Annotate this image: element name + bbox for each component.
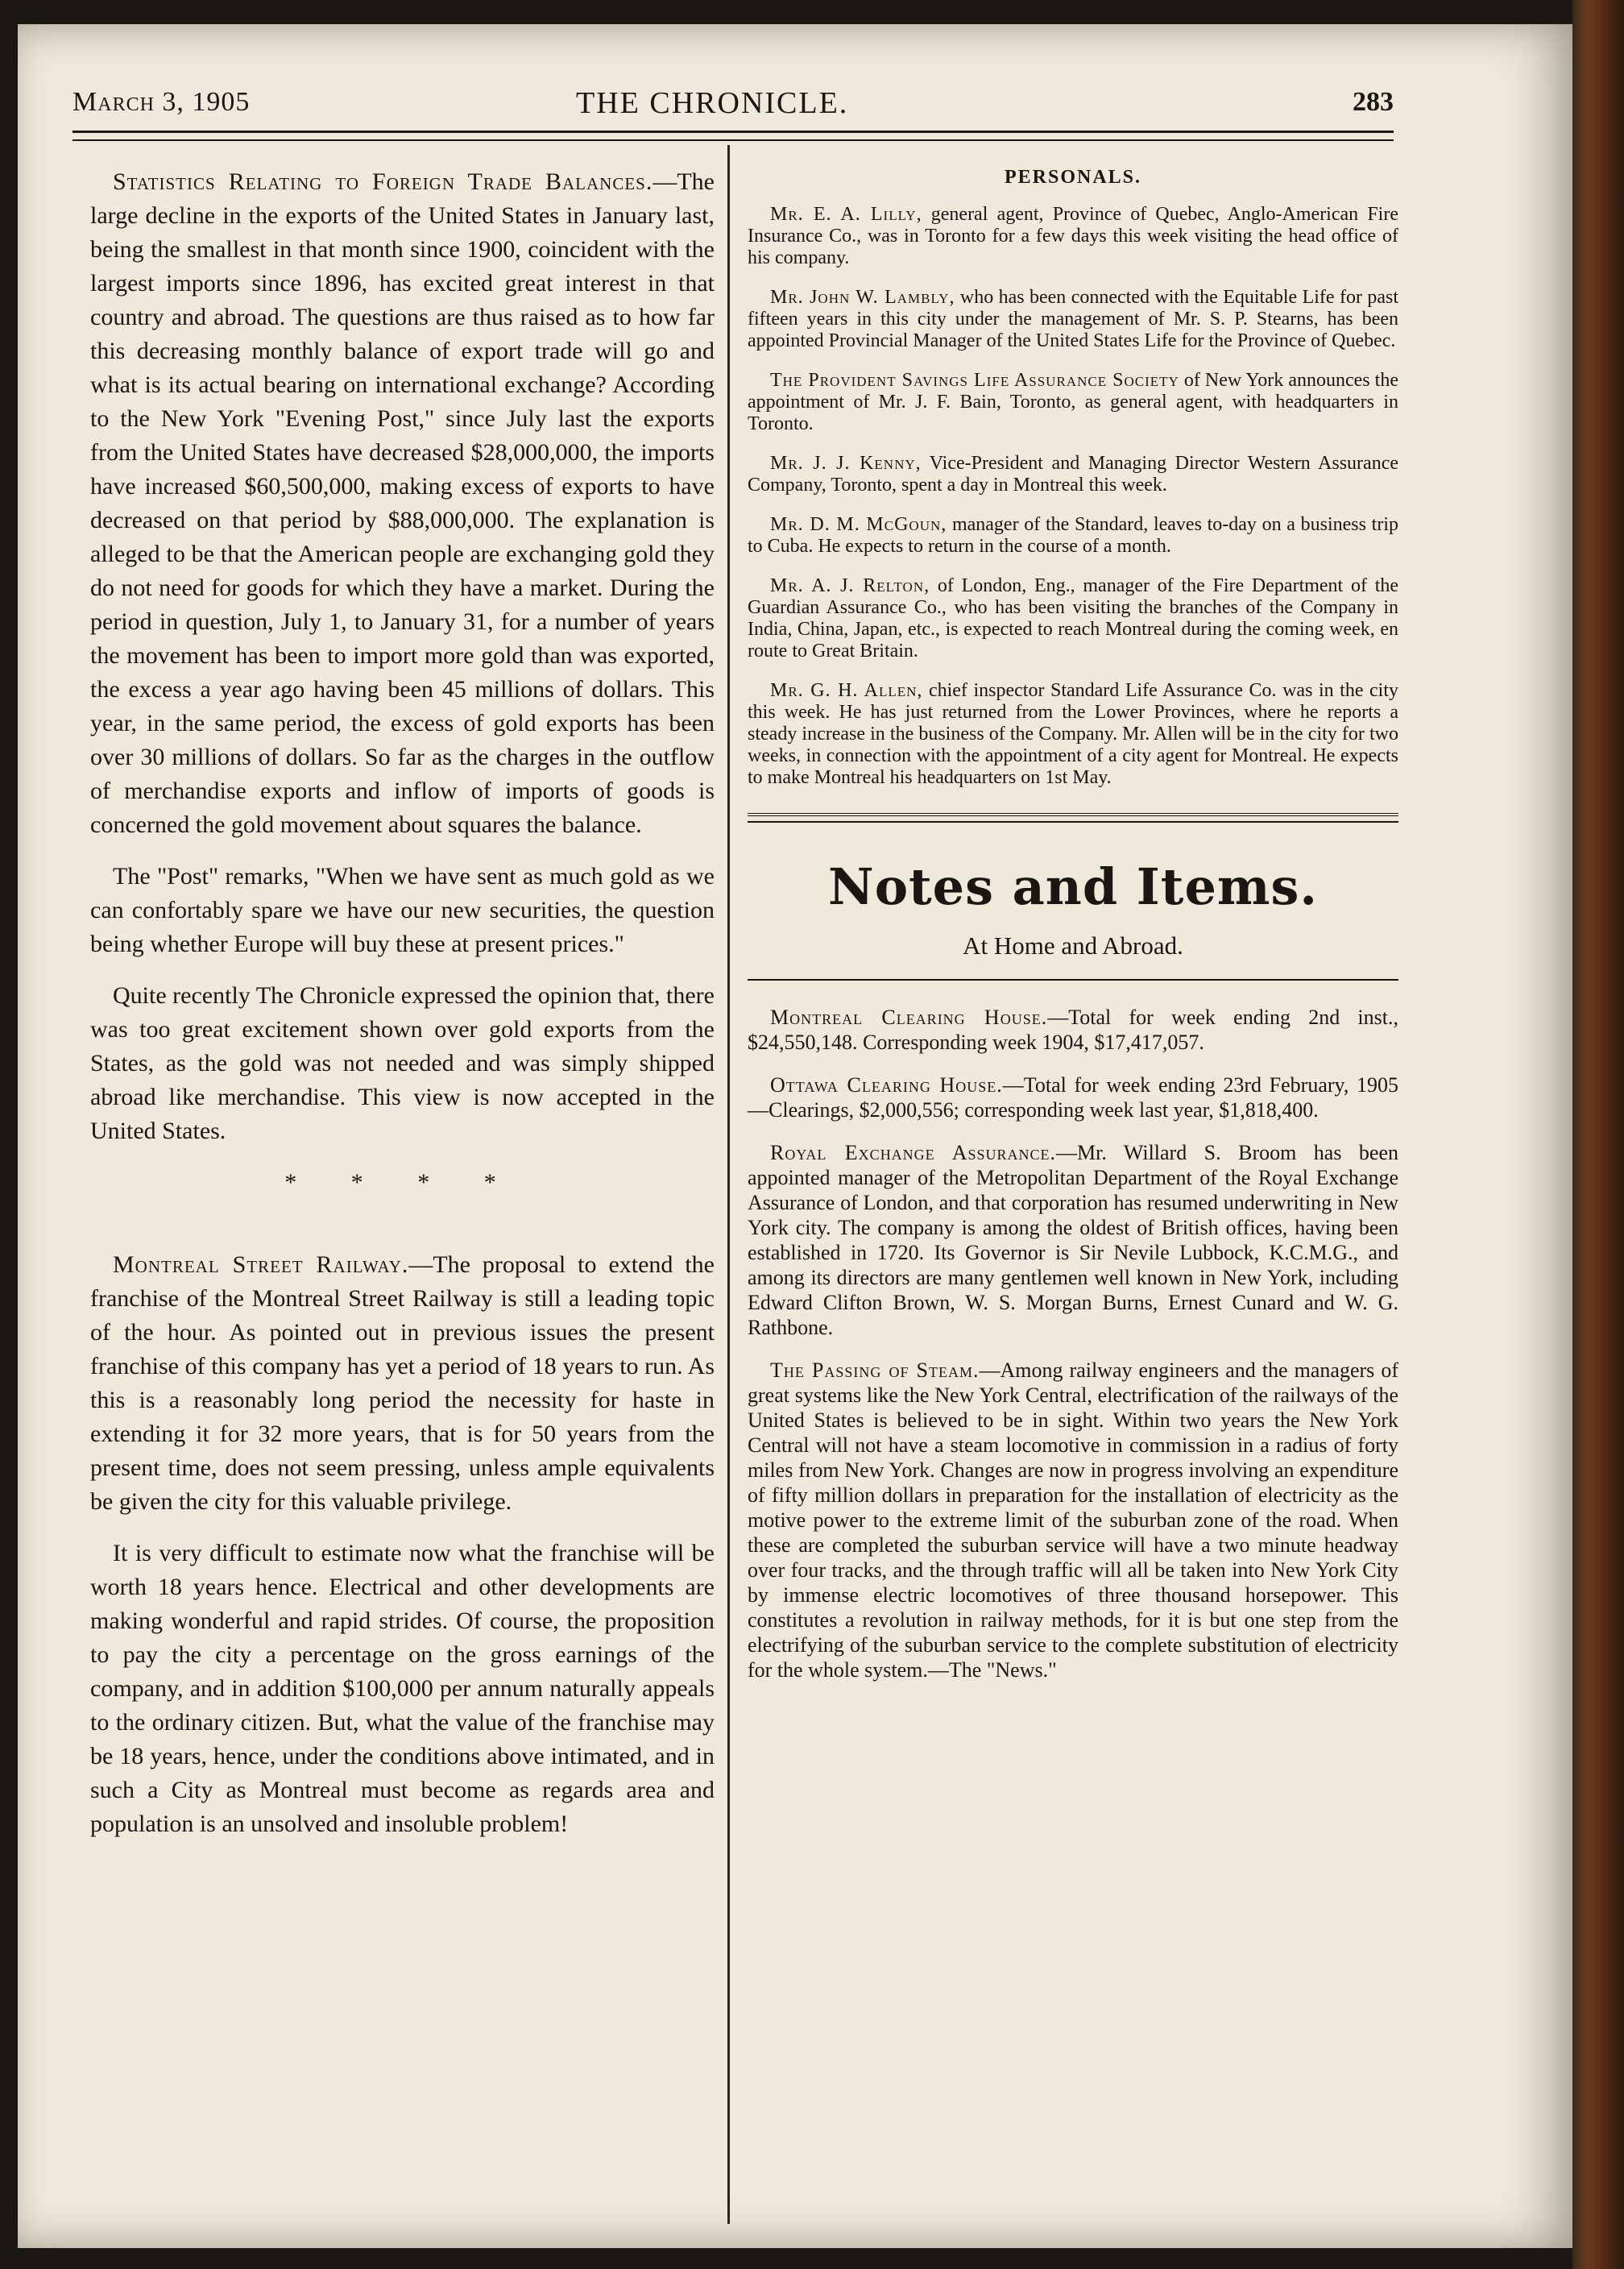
article-heading: Statistics Relating to Foreign Trade Balances. xyxy=(113,168,653,195)
section-rule xyxy=(748,813,1398,823)
article-body: —The proposal to extend the franchise of the Montreal Street Railway is still a leading topic of the hour. As pointed out in previous issues the present franchise of this company has yet a period of 18 years to run. As this is a reasonably long period the necessity for haste in extending it for 32 more years, that is for 50 years from the present time, does not seem pressing, unless ample equivalents be given the city for this valuable privilege. xyxy=(90,1251,715,1515)
left-column xyxy=(90,165,715,1859)
article-street-railway xyxy=(90,1248,715,1519)
page-header xyxy=(72,79,1394,127)
personal-name: Mr. E. A. Lilly, xyxy=(770,204,922,225)
personal-name: Mr. D. M. McGoun, xyxy=(770,514,947,535)
article-paragraph: It is very difficult to estimate now what the franchise will be worth 18 years hence. Electrical and other developments are making wonderful and rapid strides. Of course, the proposition to pay the city a percentage on the gross earnings of the company, and in addition $100,000 per annum naturally appeals to the ordinary citizen. But, what the value of the franchise may be 18 years, hence, under the conditions above intimated, and in such a City as Montreal must become as regards area and population is an unsolved and insoluble problem! xyxy=(90,1540,715,1837)
note-text: —Total for week ending 2nd inst., $24,550,148. Corresponding week 1904, $17,417,057. xyxy=(748,1006,1399,1054)
personal-text: chief inspector Standard Life Assurance Co. was in the city this week. He has just returned from the Lower Provinces, where he reports a steady increase in the business of the Company. Mr. Allen will be in the city for two weeks, in connection with the appointment of a city agent for Montreal. He expects to make Montreal his headquarters on 1st May. xyxy=(748,680,1399,788)
article-body: —The large decline in the exports of the United States in January last, being the smallest in that month since 1900, coincident with the largest imports since 1896, has excited great interest in that country and abroad. The questions are thus raised as to how far this decreasing monthly balance of export trade will go and what is its actual bearing on international exchange? According to the New York "Evening Post," since July last the exports from the United States have decreased $28,000,000, the imports have increased $60,500,000, making excess of exports to have decreased on that period by $88,000,000. The explanation is alleged to be that the American people are exchanging gold they do not need for goods for which they have a market. During the period in question, July 1, to January 31, for a number of years the movement has been to import more gold than was exported, the excess a year ago having been 45 millions of dollars. This year, in the same period, the excess of gold exports has been over 30 millions of dollars. So far as the charges in the outflow of merchandise exports and inflow of imports of goods is concerned the gold movement about squares the balance. xyxy=(90,168,715,838)
personal-item xyxy=(748,453,1398,496)
note-text: —Among railway engineers and the managers of great systems like the New York Central, electrification of the railways of the United States is believed to be in sight. Within two years the New York Central will not have a steam locomotive in commission in a radius of forty miles from New York. Changes are now in progress involving an expenditure of fifty million dollars in preparation for the installation of electricity as the motive power to the extreme limit of the suburban zone of the road. When these are completed the suburban service will have a two minute headway over four tracks, and the through traffic will all be taken into New York City by immense electric locomotives of three thousand horsepower. This constitutes a revolution in railway methods, for it is but one step from the electrifying of the suburban service to the complete substitution of electricity for the whole system.—The "News." xyxy=(748,1358,1398,1682)
note-text: —Total for week ending 23rd February, 1905—Clearings, $2,000,556; corresponding week last year, $1,818,400. xyxy=(748,1073,1398,1122)
note-item xyxy=(748,1072,1398,1122)
note-heading: The Passing of Steam. xyxy=(770,1358,980,1382)
notes-rule xyxy=(748,979,1398,981)
personal-name: The Provident Savings Life Assurance Society xyxy=(770,370,1179,391)
personal-text: of London, Eng., manager of the Fire Department of the Guardian Assurance Co., who has been visiting the branches of the Company in India, China, Japan, etc., is expected to reach Montreal during the coming week, en route to Great Britain. xyxy=(748,575,1399,662)
section-separator: * * * * xyxy=(284,1169,520,1196)
personal-item xyxy=(748,680,1398,789)
personal-item xyxy=(748,287,1398,352)
issue-date: March 3, 1905 xyxy=(72,87,251,117)
personals-list xyxy=(748,204,1398,789)
note-item xyxy=(748,1140,1398,1340)
article-paragraph: Quite recently The Chronicle expressed the opinion that, there was too great excitement shown over gold exports from the States, as the gold was not needed and was simply shipped abroad like merchandise. This view is now accepted in the United States. xyxy=(90,982,715,1144)
page-number: 283 xyxy=(1353,87,1394,117)
personal-text: general agent, Province of Quebec, Anglo-American Fire Insurance Co., was in Toronto for a few days this week visiting the head office of his company. xyxy=(748,204,1398,268)
personal-text: of New York announces the appointment of Mr. J. F. Bain, Toronto, as general agent, with headquarters in Toronto. xyxy=(748,370,1398,434)
personal-text: manager of the Standard, leaves to-day on a business trip to Cuba. He expects to return in the course of a month. xyxy=(748,514,1398,557)
note-item xyxy=(748,1358,1398,1682)
personal-name: Mr. J. J. Kenny, xyxy=(770,453,922,474)
header-rule xyxy=(72,131,1394,141)
personal-text: who has been connected with the Equitable Life for past fifteen years in this city under the management of Mr. S. P. Stearns, has been appointed Provincial Manager of the United States Life for the Province of Quebec. xyxy=(748,287,1399,351)
note-heading: Ottawa Clearing House. xyxy=(770,1073,1003,1097)
note-text: —Mr. Willard S. Broom has been appointed manager of the Metropolitan Department of the Royal Exchange Assurance of London, and that corporation has resumed underwriting in New York city. The company is among the oldest of British offices, having been established in 1720. Its Governor is Sir Nevile Lubbock, K.C.M.G., and among its directors are many gentlemen well known in New York, including Edward Clifton Brown, W. S. Morgan Burns, Ernest Cunard and W. G. Rathbone. xyxy=(748,1141,1398,1339)
personal-name: Mr. John W. Lambly, xyxy=(770,287,955,308)
personal-item xyxy=(748,204,1398,269)
personal-item xyxy=(748,370,1398,435)
note-heading: Montreal Clearing House. xyxy=(770,1006,1048,1029)
notes-subheading: At Home and Abroad. xyxy=(963,931,1183,960)
personal-text: Vice-President and Managing Director Western Assurance Company, Toronto, spent a day in Montreal this week. xyxy=(748,453,1399,496)
publication-title: THE CHRONICLE. xyxy=(576,86,849,120)
personal-item xyxy=(748,575,1398,662)
notes-list xyxy=(748,1005,1398,1682)
book-binding-edge xyxy=(1572,0,1624,2269)
personal-item xyxy=(748,514,1398,558)
personal-name: Mr. G. H. Allen, xyxy=(770,680,923,701)
right-column xyxy=(748,165,1398,1700)
article-heading: Montreal Street Railway. xyxy=(113,1251,409,1278)
note-item xyxy=(748,1005,1398,1055)
personal-name: Mr. A. J. Relton, xyxy=(770,575,930,596)
personals-heading: PERSONALS. xyxy=(1004,167,1142,188)
note-heading: Royal Exchange Assurance. xyxy=(770,1141,1057,1164)
article-paragraph: The "Post" remarks, "When we have sent as much gold as we can confortably spare we have our new securities, the question being whether Europe will buy these at present prices." xyxy=(90,863,715,957)
article-foreign-trade xyxy=(90,165,715,842)
notes-heading: Notes and Items. xyxy=(828,857,1318,916)
column-divider xyxy=(727,145,730,2224)
